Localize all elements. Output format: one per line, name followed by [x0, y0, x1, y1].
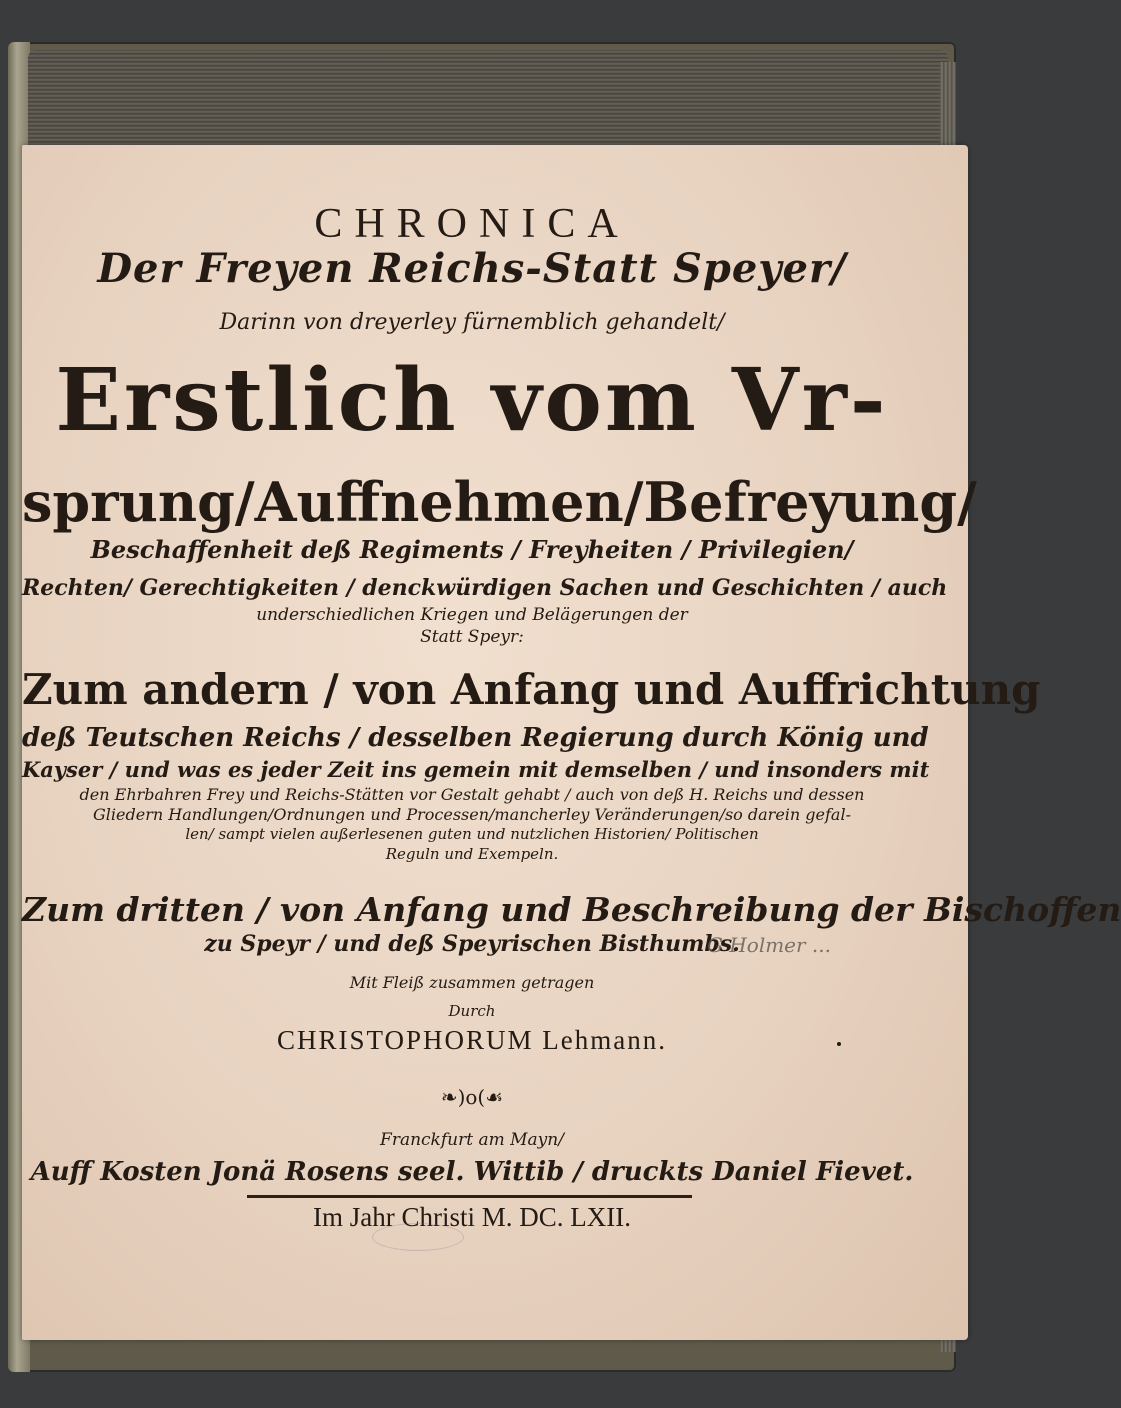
imprint-rule	[247, 1195, 692, 1198]
second-text-line: Gliedern Handlungen/Ordnungen und Processen/mancherley Veränderungen/so darein gefal-	[93, 805, 851, 824]
first-text-line: underschiedlichen Kriegen und Belägerungen der	[256, 605, 688, 625]
handwritten-note: G Holmer ...	[707, 933, 832, 957]
page-edges-top	[28, 50, 948, 160]
second-text-line: Kayser / und was es jeder Zeit ins gemein mit demselben / und insonders mit	[22, 757, 930, 782]
first-text-line: Rechten/ Gerechtigkeiten / denckwürdigen Sachen und Geschichten / auch	[22, 575, 948, 601]
faint-stamp	[372, 1223, 464, 1251]
imprint-place: Franckfurt am Mayn/	[380, 1130, 564, 1150]
first-text-line: Beschaffenheit deß Regiments / Freyheiten / Privilegien/	[90, 535, 854, 564]
compiled-by-line: Mit Fleiß zusammen getragen	[349, 973, 595, 992]
second-text-line: deß Teutschen Reichs / desselben Regierung durch König und	[22, 723, 929, 753]
title-page	[22, 145, 1121, 1340]
subtitle: Der Freyen Reichs-Statt Speyer/	[97, 245, 847, 292]
ink-dot	[837, 1042, 841, 1046]
durch-line: Durch	[448, 1002, 496, 1020]
second-text-line: Reguln und Exempeln.	[385, 845, 559, 863]
third-heading: Zum dritten / von Anfang und Beschreibung der Bischoffen	[22, 890, 1121, 929]
first-heading-cont: sprung/Auffnehmen/Befreyung/	[22, 470, 977, 534]
second-text-line: len/ sampt vielen außerlesenen guten und nutzlichen Historien/ Politischen	[185, 825, 759, 843]
imprint-year: Im Jahr Christi M. DC. LXII.	[313, 1202, 631, 1232]
printer-ornament: ❧)o(☙	[440, 1085, 504, 1109]
second-heading: Zum andern / von Anfang und Auffrichtung	[22, 665, 1041, 714]
second-text-line: den Ehrbahren Frey und Reichs-Stätten vor Gestalt gehabt / auch von deß H. Reichs und dessen	[79, 785, 865, 804]
title-chronica: CHRONICA	[314, 201, 630, 247]
author-name: CHRISTOPHORUM Lehmann.	[276, 1025, 668, 1055]
imprint-printer: Auff Kosten Jonä Rosens seel. Wittib / druckts Daniel Fievet.	[30, 1157, 914, 1187]
first-heading: Erstlich vom Vr-	[55, 350, 889, 451]
first-text-line: Statt Speyr:	[420, 627, 524, 647]
intro-line: Darinn von dreyerley fürnemblich gehandelt/	[219, 310, 725, 335]
third-text-line: zu Speyr / und deß Speyrischen Bisthumbs.	[204, 931, 740, 957]
